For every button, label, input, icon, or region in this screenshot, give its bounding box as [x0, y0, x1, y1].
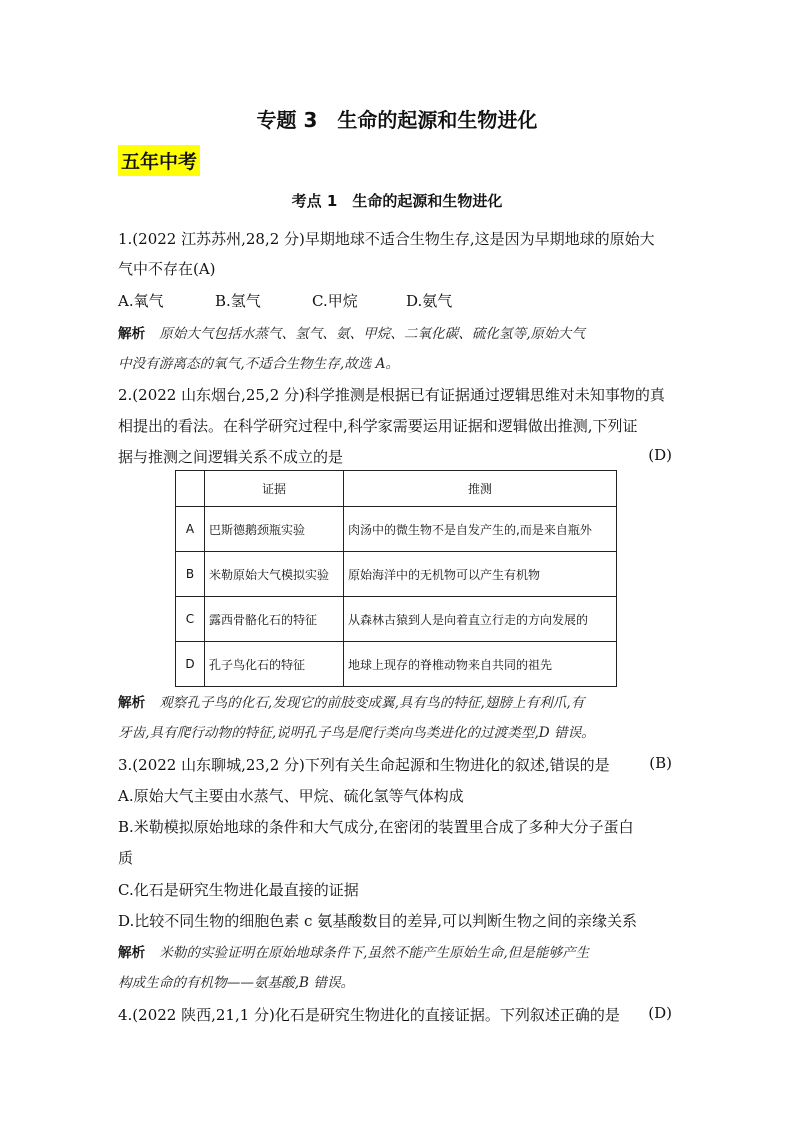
- q1-analysis-text1: 原始大气包括水蒸气、氢气、氨、甲烷、二氧化碳、硫化氢等,原始大气: [159, 326, 585, 342]
- table-header-row: [176, 471, 617, 507]
- q1-stem-line2: 气中不存在(A): [118, 260, 216, 278]
- analysis-label: 解析: [118, 695, 146, 711]
- table-cell-key: C: [176, 597, 205, 642]
- q1-option-a: A.氧气: [118, 292, 164, 310]
- table-row: [176, 597, 617, 642]
- q2-answer: (D): [648, 446, 672, 464]
- table-row: [176, 552, 617, 597]
- table-cell-key: D: [176, 642, 205, 687]
- table-cell-inference: 从森林古猿到人是向着直立行走的方向发展的: [344, 597, 617, 642]
- table-cell-key: A: [176, 507, 205, 552]
- section-badge: 五年中考: [118, 145, 200, 176]
- table-header-cell: 证据: [205, 471, 344, 507]
- q3-option-b-line1: B.米勒模拟原始地球的条件和大气成分,在密闭的装置里合成了多种大分子蛋白: [118, 818, 634, 836]
- q3-answer: (B): [649, 754, 672, 772]
- q3-option-c: C.化石是研究生物进化最直接的证据: [118, 881, 359, 899]
- q1-stem-line1: 1.(2022 江苏苏州,28,2 分)早期地球不适合生物生存,这是因为早期地球的原始大: [118, 230, 655, 248]
- page-title: 专题 3 生命的起源和生物进化: [256, 108, 538, 132]
- table-row: [176, 507, 617, 552]
- q1-option-d: D.氨气: [406, 292, 453, 310]
- table-cell-inference: 地球上现存的脊椎动物来自共同的祖先: [344, 642, 617, 687]
- q3-analysis-text1: 米勒的实验证明在原始地球条件下,虽然不能产生原始生命,但是能够产生: [159, 945, 590, 961]
- q1-option-c: C.甲烷: [312, 292, 358, 310]
- q4-answer: (D): [648, 1004, 672, 1022]
- q1-analysis-line2: 中没有游离态的氧气,不适合生物生存,故选 A。: [118, 356, 400, 372]
- q2-analysis-line2: 牙齿,具有爬行动物的特征,说明孔子鸟是爬行类向鸟类进化的过渡类型,D 错误。: [118, 725, 595, 741]
- q3-option-d: D.比较不同生物的细胞色素 c 氨基酸数目的差异,可以判断生物之间的亲缘关系: [118, 912, 637, 930]
- analysis-label: 解析: [118, 945, 146, 961]
- table-cell-evidence: 露西骨骼化石的特征: [205, 597, 344, 642]
- q3-analysis-line1: [118, 941, 589, 961]
- q1-option-b: B.氢气: [215, 292, 261, 310]
- q3-analysis-line2: 构成生命的有机物——氨基酸,B 错误。: [118, 975, 355, 991]
- q3-option-a: A.原始大气主要由水蒸气、甲烷、硫化氢等气体构成: [118, 787, 464, 805]
- q1-options: [118, 290, 452, 311]
- q4-stem: 4.(2022 陕西,21,1 分)化石是研究生物进化的直接证据。下列叙述正确的是: [118, 1006, 620, 1024]
- table-cell-key: B: [176, 552, 205, 597]
- analysis-label: 解析: [118, 326, 146, 342]
- section-subtitle: 考点 1 生命的起源和生物进化: [291, 192, 503, 210]
- table-row: [176, 642, 617, 687]
- q2-stem-line2: 相提出的看法。在科学研究过程中,科学家需要运用证据和逻辑做出推测,下列证: [118, 417, 638, 435]
- table-cell-inference: 肉汤中的微生物不是自发产生的,而是来自瓶外: [344, 507, 617, 552]
- table-cell-evidence: 巴斯德鹅颈瓶实验: [205, 507, 344, 552]
- table-cell-evidence: 孔子鸟化石的特征: [205, 642, 344, 687]
- table-cell-inference: 原始海洋中的无机物可以产生有机物: [344, 552, 617, 597]
- table-header-cell: 推测: [344, 471, 617, 507]
- q2-analysis-text1: 观察孔子鸟的化石,发现它的前肢变成翼,具有鸟的特征,翅膀上有利爪,有: [159, 695, 585, 711]
- table-header-cell: [176, 471, 205, 507]
- evidence-table: [175, 470, 617, 687]
- table-cell-evidence: 米勒原始大气模拟实验: [205, 552, 344, 597]
- q2-stem-line3: 据与推测之间逻辑关系不成立的是: [118, 448, 344, 466]
- q3-stem: 3.(2022 山东聊城,23,2 分)下列有关生命起源和生物进化的叙述,错误的是: [118, 756, 610, 774]
- q2-stem-line1: 2.(2022 山东烟台,25,2 分)科学推测是根据已有证据通过逻辑思维对未知事物的真: [118, 386, 665, 404]
- q2-analysis-line1: [118, 691, 584, 711]
- q3-option-b-line2: 质: [118, 849, 134, 867]
- q1-analysis-line1: [118, 322, 585, 342]
